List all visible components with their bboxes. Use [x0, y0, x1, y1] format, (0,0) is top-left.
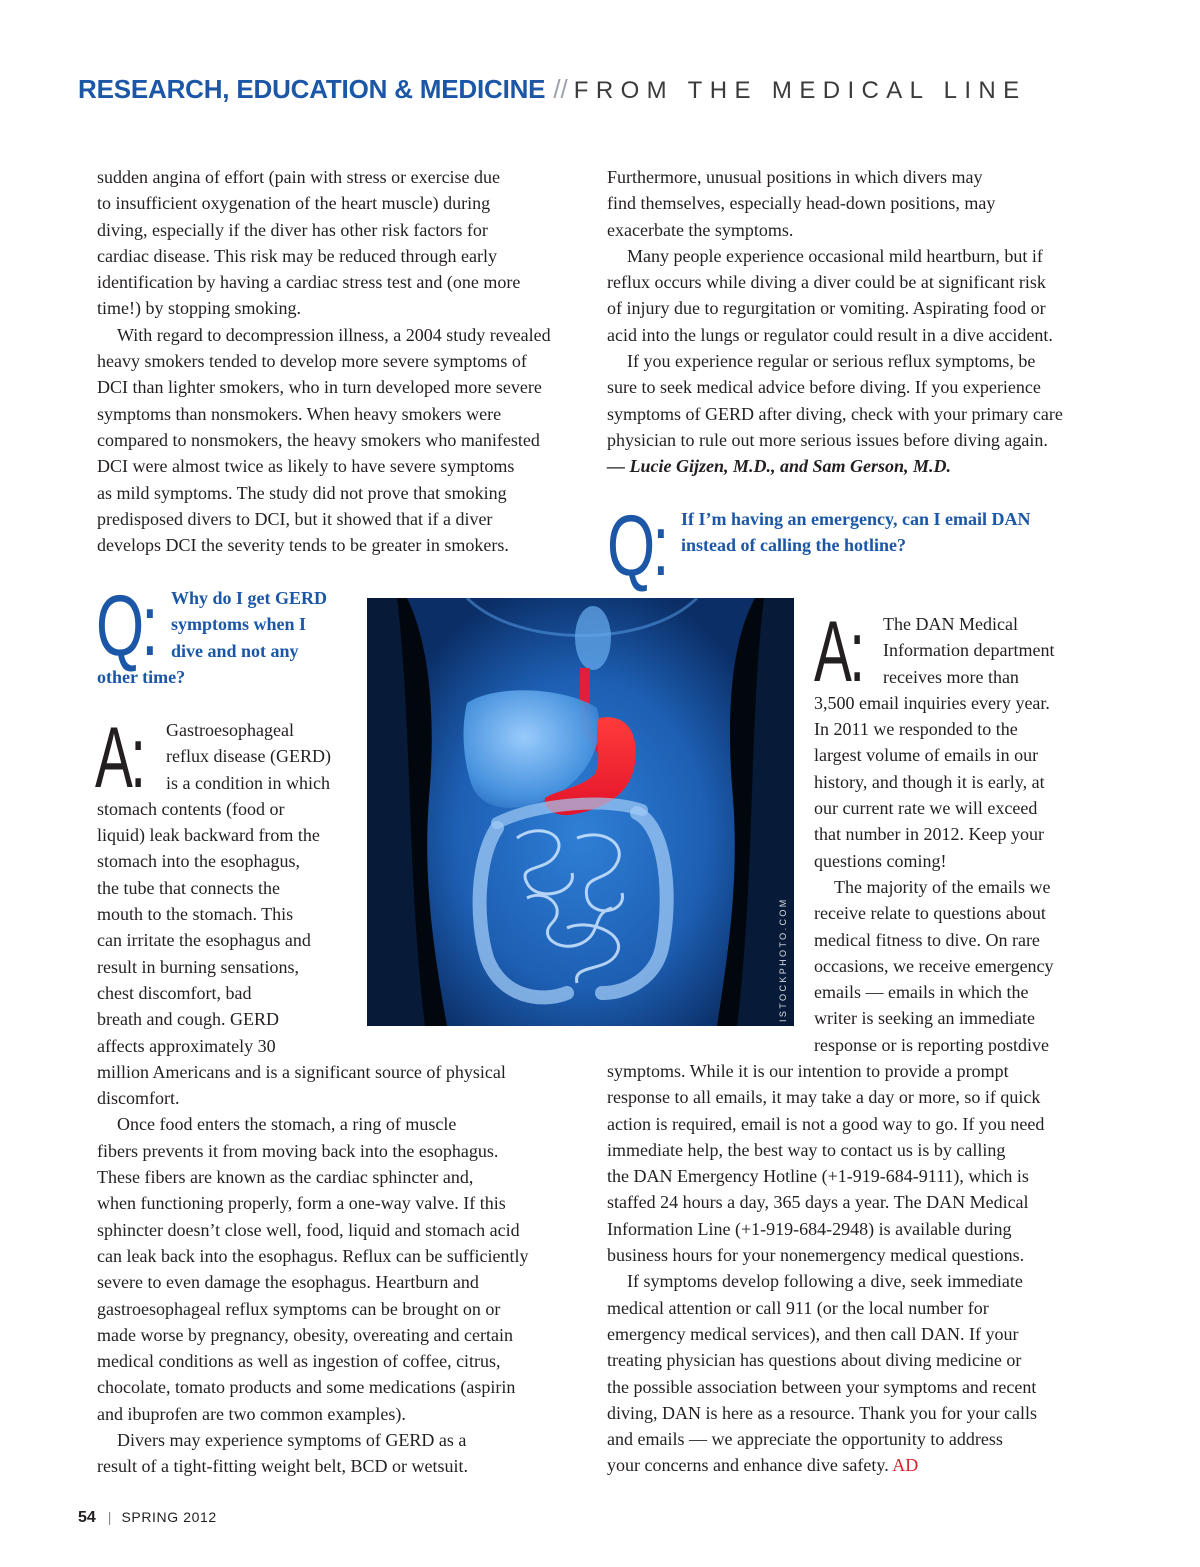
- text-line: made worse by pregnancy, obesity, overeating and certain: [97, 1324, 514, 1345]
- text-line: symptoms of GERD after diving, check with your primary care: [607, 403, 1063, 424]
- text-line: receive relate to questions about: [814, 903, 1046, 924]
- text-line: business hours for your nonemergency medical questions.: [607, 1245, 1025, 1266]
- q1-question-mark-letter: Q:: [96, 578, 156, 674]
- text-line: can leak back into the esophagus. Reflux can be sufficiently: [97, 1245, 529, 1266]
- photo-credit: ISTOCKPHOTO.COM: [778, 897, 788, 1022]
- text-line: response or is reporting postdive: [814, 1034, 1049, 1055]
- q1-question: [97, 585, 328, 690]
- question-line: instead of calling the hotline?: [681, 535, 907, 556]
- text-line: the possible association between your symptoms and recent: [607, 1376, 1037, 1397]
- text-line: gastroesophageal reflux symptoms can be brought on or: [97, 1298, 501, 1319]
- col2-top-text: [607, 164, 1063, 480]
- text-line: fibers prevents it from moving back into the esophagus.: [97, 1140, 499, 1161]
- text-line: of injury due to regurgitation or vomiting. Aspirating food or: [607, 298, 1046, 319]
- text-line: These fibers are known as the cardiac sphincter and,: [97, 1167, 474, 1188]
- text-line: mouth to the stomach. This: [97, 904, 294, 925]
- text-line: emergency medical services), and then call DAN. If your: [607, 1323, 1019, 1344]
- text-line: to insufficient oxygenation of the heart muscle) during: [97, 193, 491, 214]
- q2-answer-letter: A:: [814, 604, 863, 700]
- digestive-system-photo: [367, 598, 794, 1026]
- text-line: sure to seek medical advice before diving. If you experience: [607, 377, 1041, 398]
- text-line: In 2011 we responded to the: [814, 719, 1018, 740]
- question-line: symptoms when I: [171, 614, 307, 635]
- text-line: and emails — we appreciate the opportunity to address: [607, 1429, 1003, 1450]
- text-line: DCI than lighter smokers, who in turn developed more severe: [97, 377, 542, 398]
- text-line: Furthermore, unusual positions in which divers may: [607, 167, 983, 187]
- final-text: your concerns and enhance dive safety.: [607, 1455, 889, 1476]
- q1-answer-letter: A:: [95, 710, 144, 806]
- text-line: symptoms than nonsmokers. When heavy smokers were: [97, 403, 502, 424]
- text-line: Many people experience occasional mild heartburn, but if: [627, 245, 1043, 266]
- text-line: 3,500 email inquiries every year.: [814, 692, 1050, 713]
- text-line: history, and though it is early, at: [814, 771, 1045, 792]
- text-line: cardiac disease. This risk may be reduced through early: [97, 245, 498, 266]
- text-line: million Americans and is a significant source of physical: [97, 1061, 506, 1082]
- text-line: develops DCI the severity tends to be greater in smokers.: [97, 535, 509, 556]
- text-line: reflux disease (GERD): [166, 746, 331, 767]
- text-line: find themselves, especially head-down positions, may: [607, 193, 996, 214]
- text-line: reflux occurs while diving a diver could be at significant risk: [607, 272, 1046, 293]
- question-line: other time?: [97, 666, 186, 687]
- text-line: time!) by stopping smoking.: [97, 298, 301, 319]
- question-line: If I’m having an emergency, can I email DAN: [681, 509, 1031, 529]
- text-line: stomach contents (food or: [97, 798, 285, 819]
- text-line: If you experience regular or serious reflux symptoms, be: [627, 351, 1036, 372]
- text-line: the tube that connects the: [97, 877, 280, 898]
- text-line: the DAN Emergency Hotline (+1-919-684-9111), which is: [607, 1166, 1029, 1187]
- text-line: when functioning properly, form a one-way valve. If this: [97, 1193, 506, 1214]
- text-line: medical conditions as well as ingestion of coffee, citrus,: [97, 1351, 501, 1372]
- q2-answer-wide: [607, 1058, 1044, 1479]
- text-line: Information department: [883, 640, 1055, 661]
- text-line: affects approximately 30: [97, 1035, 276, 1056]
- q2-question-mark-letter: Q:: [607, 498, 667, 594]
- text-line: Divers may experience symptoms of GERD as a: [117, 1430, 467, 1451]
- text-line: immediate help, the best way to contact us is by calling: [607, 1139, 1006, 1160]
- q2-answer-narrow: [814, 604, 1055, 1058]
- text-line: Once food enters the stomach, a ring of muscle: [117, 1114, 457, 1135]
- text-line: discomfort.: [97, 1088, 180, 1109]
- text-line: predisposed divers to DCI, but it showed that if a diver: [97, 508, 493, 529]
- q2-question: [681, 506, 1030, 559]
- text-line: diving, especially if the diver has other risk factors for: [97, 219, 488, 240]
- text-line: medical attention or call 911 (or the local number for: [607, 1297, 989, 1318]
- author-signature: — Lucie Gijzen, M.D., and Sam Gerson, M.D.: [607, 456, 952, 477]
- text-line: breath and cough. GERD: [97, 1009, 279, 1030]
- text-line: sphincter doesn’t close well, food, liquid and stomach acid: [97, 1219, 520, 1240]
- text-line: can irritate the esophagus and: [97, 930, 311, 951]
- section-header: [78, 74, 1027, 105]
- text-line: physician to rule out more serious issues before diving again.: [607, 429, 1048, 450]
- page-footer: [78, 1509, 217, 1527]
- text-line: compared to nonsmokers, the heavy smokers who manifested: [97, 429, 540, 450]
- text-line: diving, DAN is here as a resource. Thank you for your calls: [607, 1402, 1038, 1423]
- text-line: response to all emails, it may take a day or more, so if quick: [607, 1087, 1041, 1108]
- section-title: RESEARCH, EDUCATION & MEDICINE: [78, 74, 546, 104]
- text-line: chest discomfort, bad: [97, 982, 252, 1003]
- text-line: DCI were almost twice as likely to have severe symptoms: [97, 456, 515, 477]
- question-line: dive and not any: [171, 640, 299, 661]
- text-line: is a condition in which: [166, 772, 330, 793]
- text-line: occasions, we receive emergency: [814, 955, 1054, 976]
- text-line: and ibuprofen are two common examples).: [97, 1403, 406, 1424]
- header-separator: //: [553, 74, 568, 104]
- text-line: writer is seeking an immediate: [814, 1008, 1035, 1029]
- text-line: The DAN Medical: [883, 614, 1018, 634]
- text-line: identification by having a cardiac stress test and (one more: [97, 272, 521, 293]
- text-line: emails — emails in which the: [814, 982, 1029, 1003]
- footer-divider: |: [107, 1509, 112, 1525]
- text-line: our current rate we will exceed: [814, 798, 1038, 819]
- end-mark: AD: [892, 1455, 919, 1476]
- text-line: medical fitness to dive. On rare: [814, 929, 1040, 950]
- question-line: Why do I get GERD: [171, 588, 328, 608]
- text-line: acid into the lungs or regulator could result in a dive accident.: [607, 324, 1053, 345]
- text-line: heavy smokers tended to develop more severe symptoms of: [97, 351, 527, 372]
- page-number: 54: [78, 1509, 96, 1526]
- text-line: sudden angina of effort (pain with stress or exercise due: [97, 167, 501, 187]
- text-line: that number in 2012. Keep your: [814, 824, 1044, 845]
- issue-label: SPRING 2012: [121, 1509, 217, 1525]
- text-line: Information Line (+1-919-684-2948) is available during: [607, 1218, 1012, 1239]
- section-subtitle: FROM THE MEDICAL LINE: [573, 77, 1027, 104]
- text-line: chocolate, tomato products and some medications (aspirin: [97, 1377, 516, 1398]
- text-line: With regard to decompression illness, a 2004 study revealed: [117, 324, 551, 345]
- text-line: treating physician has questions about diving medicine or: [607, 1350, 1022, 1371]
- text-line: severe to even damage the esophagus. Heartburn and: [97, 1272, 479, 1293]
- text-line: liquid) leak backward from the: [97, 825, 320, 846]
- text-line: stomach into the esophagus,: [97, 851, 300, 872]
- col1-top-text: [97, 164, 551, 558]
- text-line: result of a tight-fitting weight belt, BCD or wetsuit.: [97, 1456, 468, 1477]
- text-line: If symptoms develop following a dive, seek immediate: [627, 1271, 1023, 1292]
- digestive-system-illustration: [367, 598, 794, 1026]
- text-line: largest volume of emails in our: [814, 745, 1039, 766]
- text-line: result in burning sensations,: [97, 956, 299, 977]
- text-line: symptoms. While it is our intention to provide a prompt: [607, 1061, 1009, 1081]
- text-line: receives more than: [883, 666, 1019, 687]
- text-line: questions coming!: [814, 850, 947, 871]
- text-line: staffed 24 hours a day, 365 days a year. The DAN Medical: [607, 1192, 1029, 1213]
- text-line: exacerbate the symptoms.: [607, 219, 794, 240]
- text-line: Gastroesophageal: [166, 720, 294, 740]
- text-line: The majority of the emails we: [834, 876, 1051, 897]
- text-line: [607, 1452, 1044, 1478]
- text-line: action is required, email is not a good way to go. If you need: [607, 1113, 1045, 1134]
- text-line: as mild symptoms. The study did not prove that smoking: [97, 482, 507, 503]
